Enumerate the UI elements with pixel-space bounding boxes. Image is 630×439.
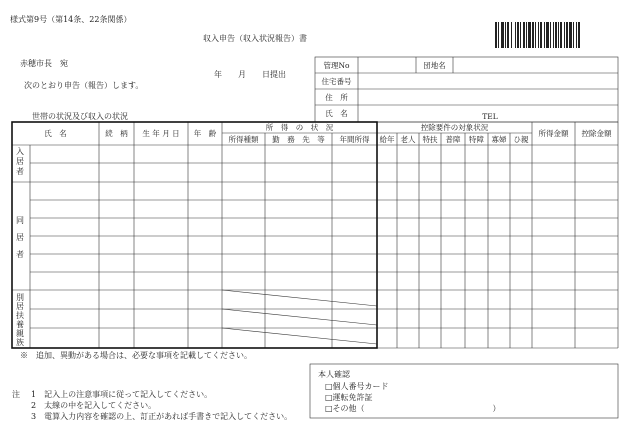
note-3: 3 電算入力内容を確認の上、訂正があれば手書きで記入してください。 bbox=[31, 412, 293, 421]
kanri-no-label: 管理No bbox=[323, 60, 350, 70]
row-cohabitant-label: 同 居 者 bbox=[16, 216, 24, 259]
addressee: 赤穂市長 宛 bbox=[20, 59, 68, 68]
col-deduction-amount: 控除金額 bbox=[581, 129, 612, 138]
col-deduction-6: ひ親 bbox=[513, 134, 529, 144]
col-income-group: 所 得 の 状 況 bbox=[265, 123, 334, 132]
note-2: 2 太線の中を記入してください。 bbox=[31, 401, 157, 410]
col-workplace: 勤 務 先 等 bbox=[272, 134, 325, 144]
intro-text: 次のとおり申告（報告）します。 bbox=[24, 81, 144, 90]
confirm-title: 本人確認 bbox=[318, 370, 350, 379]
col-deduction-3: 普障 bbox=[445, 134, 461, 144]
section-title: 世帯の状況及び収入の状況 bbox=[32, 112, 128, 121]
address-label: 住 所 bbox=[325, 92, 348, 102]
col-name: 氏 名 bbox=[44, 129, 67, 138]
row-separate-label: 別 居 扶 養 親 族 bbox=[16, 293, 24, 347]
col-deduction-2: 特扶 bbox=[422, 134, 438, 144]
col-annual-income: 年間所得 bbox=[339, 134, 370, 144]
col-income-type: 所得種類 bbox=[228, 134, 259, 144]
confirm-other: □その他（ ） bbox=[325, 404, 501, 413]
col-deduction-group: 控除要件の対象状況 bbox=[420, 123, 489, 132]
col-deduction-1: 老人 bbox=[400, 134, 416, 144]
confirm-mynumber: □個人番号カード bbox=[325, 382, 389, 391]
col-income-amount: 所得金額 bbox=[538, 129, 569, 138]
name-label: 氏 名 bbox=[325, 109, 348, 118]
col-deduction-5: 寡婦 bbox=[491, 134, 507, 144]
confirm-license: □運転免許証 bbox=[325, 393, 373, 402]
col-deduction-0: 給年 bbox=[379, 134, 395, 144]
col-relation: 続 柄 bbox=[105, 129, 128, 138]
col-birthdate: 生 年 月 日 bbox=[142, 129, 180, 138]
col-deduction-4: 特障 bbox=[469, 134, 484, 144]
form-number: 様式第9号（第14条、22条関係） bbox=[10, 15, 132, 24]
col-age: 年 齢 bbox=[193, 129, 217, 138]
jutaku-no-label: 住宅番号 bbox=[321, 76, 352, 86]
row-resident-label: 入 居 者 bbox=[16, 147, 24, 176]
tel-label: TEL bbox=[482, 111, 498, 121]
notes-label: 注 bbox=[12, 390, 20, 399]
note-change: ※ 追加、異動がある場合は、必要な事項を記載してください。 bbox=[20, 351, 252, 360]
danchi-label: 団地名 bbox=[423, 60, 446, 70]
note-1: 1 記入上の注意事項に従って記入してください。 bbox=[31, 390, 213, 399]
form-title: 収入申告（収入状況報告）書 bbox=[203, 34, 307, 43]
submission-date: 年 月 日提出 bbox=[214, 70, 286, 79]
